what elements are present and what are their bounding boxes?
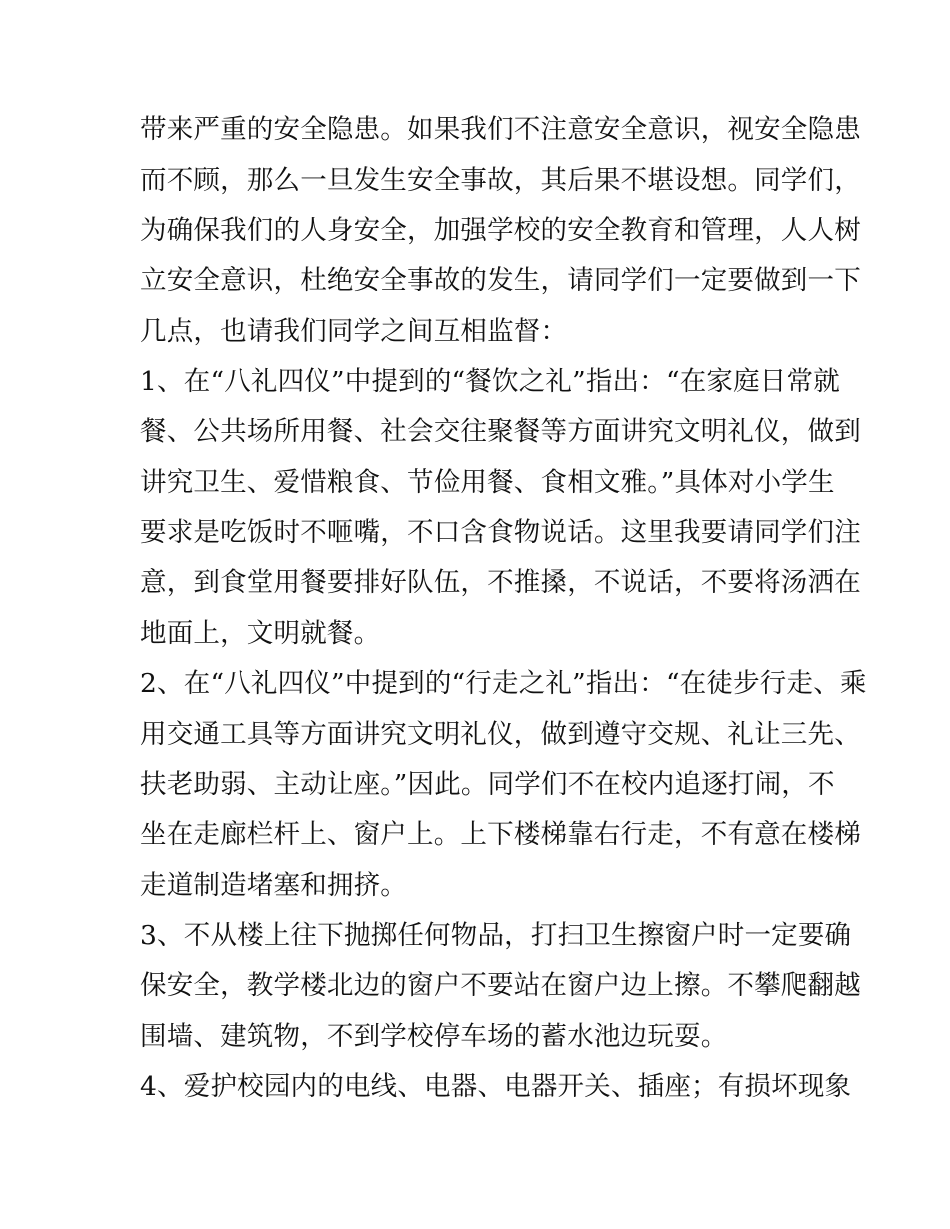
text-line: 4、爱护校园内的电线、电器、电器开关、插座；有损坏现象 — [140, 1071, 852, 1102]
text-line: 坐在走廊栏杆上、窗户上。上下楼梯靠右行走，不有意在楼梯 — [140, 819, 861, 850]
text-line: 3、不从楼上往下抛掷任何物品，打扫卫生擦窗户时一定要确 — [140, 920, 852, 951]
text-line: 讲究卫生、爱惜粮食、节俭用餐、食相文雅。”具体对小学生 — [140, 467, 835, 498]
text-line: 保安全，教学楼北边的窗户不要站在窗户边上擦。不攀爬翻越 — [140, 970, 861, 1001]
text-line: 用交通工具等方面讲究文明礼仪，做到遵守交规、礼让三先、 — [140, 719, 861, 750]
text-line: 餐、公共场所用餐、社会交往聚餐等方面讲究文明礼仪，做到 — [140, 416, 861, 447]
text-line: 扶老助弱、主动让座。”因此。同学们不在校内追逐打闹，不 — [140, 769, 835, 800]
text-line: 几点，也请我们同学之间互相监督： — [140, 316, 568, 347]
text-line: 2、在“八礼四仪”中提到的“行走之礼”指出：“在徒步行走、乘 — [140, 668, 867, 699]
text-line: 围墙、建筑物，不到学校停车场的蓄水池边玩耍。 — [140, 1021, 728, 1052]
text-line: 走道制造堵塞和拥挤。 — [140, 870, 407, 901]
text-line: 地面上，文明就餐。 — [140, 618, 381, 649]
text-line: 立安全意识，杜绝安全事故的发生，请同学们一定要做到一下 — [140, 265, 861, 296]
text-line: 意，到食堂用餐要排好队伍，不推搡，不说话，不要将汤洒在 — [140, 567, 861, 598]
text-line: 1、在“八礼四仪”中提到的“餐饮之礼”指出：“在家庭日常就 — [140, 366, 840, 397]
text-line: 带来严重的安全隐患。如果我们不注意安全意识，视安全隐患 — [140, 114, 861, 145]
text-line: 要求是吃饭时不咂嘴，不口含食物说话。这里我要请同学们注 — [140, 517, 861, 548]
text-line: 为确保我们的人身安全，加强学校的安全教育和管理，人人树 — [140, 215, 861, 246]
text-line: 而不顾，那么一旦发生安全事故，其后果不堪设想。同学们， — [140, 165, 861, 196]
